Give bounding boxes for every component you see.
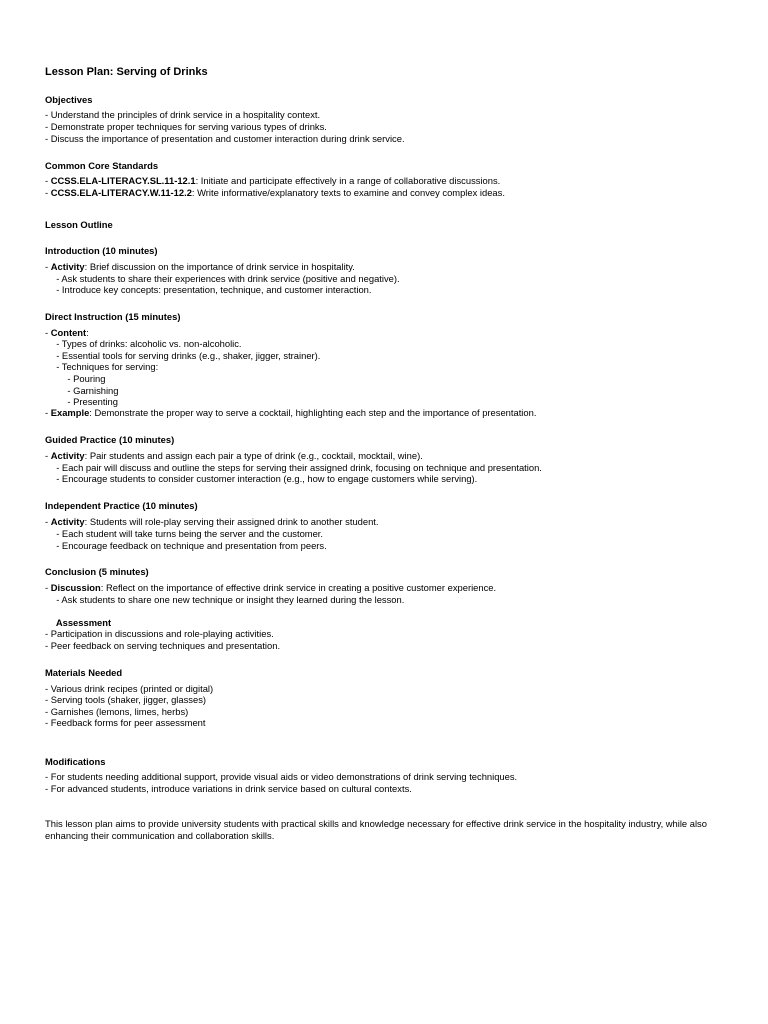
materials-item: - Various drink recipes (printed or digital) xyxy=(45,683,214,694)
independent-item: - Encourage feedback on technique and presentation from peers. xyxy=(51,540,327,551)
objectives-heading: Objectives xyxy=(45,94,93,105)
standard-code: CCSS.ELA-LITERACY.W.11-12.2 xyxy=(50,187,192,198)
materials-item: - Feedback forms for peer assessment xyxy=(45,717,206,728)
direct-subitem: - Garnishing xyxy=(57,385,119,396)
introduction-item: - Introduce key concepts: presentation, technique, and customer interaction. xyxy=(51,284,372,295)
standards-heading: Common Core Standards xyxy=(45,160,159,171)
lesson-outline-heading: Lesson Outline xyxy=(45,219,113,230)
direct-subitem: - Pouring xyxy=(57,373,106,384)
standard-item: - CCSS.ELA-LITERACY.W.11-12.2: Write informative/explanatory texts to examine and convey complex ideas. xyxy=(45,187,505,198)
direct-subitem: - Presenting xyxy=(57,396,118,407)
independent-practice-heading: Independent Practice (10 minutes) xyxy=(45,500,198,511)
assessment-heading: Assessment xyxy=(51,617,112,628)
conclusion-item: - Ask students to share one new technique or insight they learned during the lesson. xyxy=(51,594,405,605)
objective-item: - Demonstrate proper techniques for serving various types of drinks. xyxy=(45,121,327,132)
independent-activity: - Activity: Students will role-play serving their assigned drink to another student. xyxy=(45,516,379,527)
independent-item: - Each student will take turns being the server and the customer. xyxy=(51,528,324,539)
assessment-item: - Peer feedback on serving techniques and presentation. xyxy=(45,640,281,651)
closing-paragraph: This lesson plan aims to provide university students with practical skills and knowledge necessary for effective drink service in the hospitality industry, while also enhancing their communication and collaboration skills. xyxy=(45,818,707,841)
page-title: Lesson Plan: Serving of Drinks xyxy=(45,66,208,78)
introduction-heading: Introduction (10 minutes) xyxy=(45,245,158,256)
introduction-activity: - Activity: Brief discussion on the importance of drink service in hospitality. xyxy=(45,261,355,272)
guided-item: - Encourage students to consider customer interaction (e.g., how to engage customers while serving). xyxy=(51,473,478,484)
guided-activity: - Activity: Pair students and assign each pair a type of drink (e.g., cocktail, mocktail, wine). xyxy=(45,450,423,461)
guided-practice-heading: Guided Practice (10 minutes) xyxy=(45,434,175,445)
assessment-item: - Participation in discussions and role-playing activities. xyxy=(45,628,274,639)
direct-item: - Techniques for serving: xyxy=(51,361,159,372)
standard-code: CCSS.ELA-LITERACY.SL.11-12.1 xyxy=(50,175,196,186)
modifications-item: - For advanced students, introduce variations in drink service based on cultural contexts. xyxy=(45,783,412,794)
conclusion-discussion: - Discussion: Reflect on the importance of effective drink service in creating a positive customer experience. xyxy=(45,582,497,593)
standard-item: - CCSS.ELA-LITERACY.SL.11-12.1: Initiate and participate effectively in a range of collaborative discussions. xyxy=(45,175,501,186)
direct-example: - Example: Demonstrate the proper way to serve a cocktail, highlighting each step and the importance of presentation. xyxy=(45,407,537,418)
materials-item: - Garnishes (lemons, limes, herbs) xyxy=(45,706,189,717)
materials-heading: Materials Needed xyxy=(45,667,123,678)
direct-item: - Types of drinks: alcoholic vs. non-alcoholic. xyxy=(51,338,242,349)
introduction-item: - Ask students to share their experiences with drink service (positive and negative). xyxy=(51,273,400,284)
direct-item: - Essential tools for serving drinks (e.g., shaker, jigger, strainer). xyxy=(51,350,321,361)
conclusion-heading: Conclusion (5 minutes) xyxy=(45,566,149,577)
guided-item: - Each pair will discuss and outline the steps for serving their assigned drink, focusing on technique and presentation. xyxy=(51,462,542,473)
objective-item: - Discuss the importance of presentation and customer interaction during drink service. xyxy=(45,133,405,144)
materials-item: - Serving tools (shaker, jigger, glasses) xyxy=(45,694,207,705)
objective-item: - Understand the principles of drink service in a hospitality context. xyxy=(45,109,321,120)
modifications-heading: Modifications xyxy=(45,756,106,767)
direct-instruction-heading: Direct Instruction (15 minutes) xyxy=(45,311,181,322)
direct-content-label: - Content: xyxy=(45,327,89,338)
modifications-item: - For students needing additional support, provide visual aids or video demonstrations of drink serving techniques. xyxy=(45,771,518,782)
